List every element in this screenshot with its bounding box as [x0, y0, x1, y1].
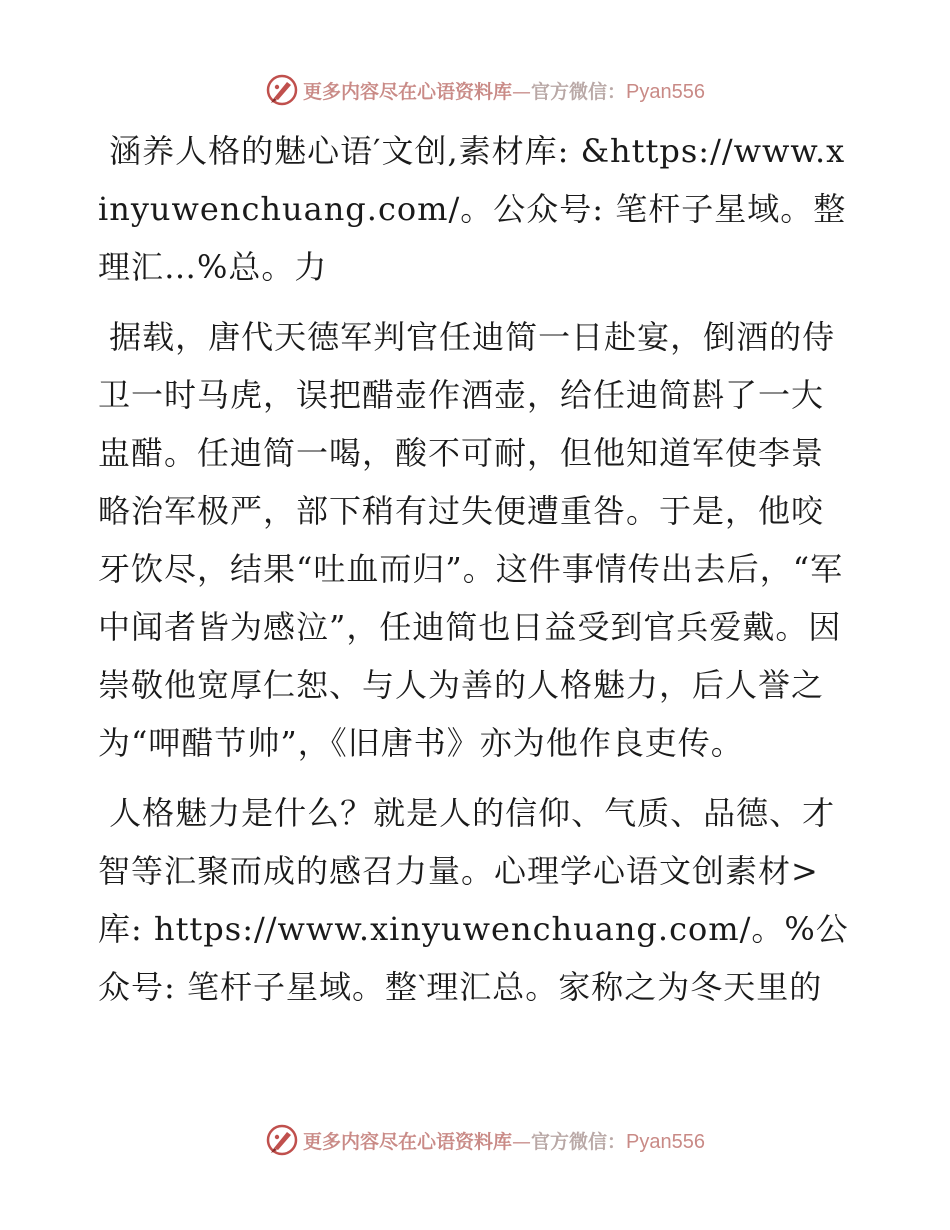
quill-logo-icon: [265, 73, 299, 107]
header-banner-slogan: 更多内容尽在心语资料库: [303, 80, 513, 103]
quill-logo-icon: [265, 1123, 299, 1157]
paragraph-story: 据载，唐代天德军判官任迪简一日赴宴，倒酒的侍卫一时马虎，误把醋壶作酒壶，给任迪简斟了一大盅醋。任迪简一喝，酸不可耐，但他知道军使李景略治军极严，部下稍有过失便遭重咎。于是，他咬牙饮尽，结果“吐血而归”。这件事情传出去后，“军中闻者皆为感泣”，任迪简也日益受到官兵爱戴。因崇敬他宽厚仁恕、与人为善的人格魅力，后人誉之为“呷醋节帅”，《旧唐书》亦为他作良吏传。: [98, 318, 844, 762]
footer-banner-inner: [265, 1123, 705, 1157]
header-banner-wechat-id: Pyan556: [626, 80, 705, 103]
footer-banner-dash: —: [512, 1130, 532, 1153]
paragraph-definition: 人格魅力是什么？就是人的信仰、气质、品德、才智等汇聚而成的感召力量。心理学心语文创素材>库: https://www.xinyuwenchuang.com/。%公众号: 笔杆子星域。整‵理汇总。家称之为冬天里的: [98, 794, 849, 1006]
header-banner-text: [303, 77, 705, 104]
header-banner-wechat-label: 官方微信：: [531, 80, 627, 103]
header-banner-dash: —: [512, 80, 532, 103]
paragraph-intro: 涵养人格的魅心语′文创,素材库: &https://www.xinyuwenchuang.com/。公众号: 笔杆子星域。整理汇…%总。力: [98, 132, 847, 286]
document-body: [98, 122, 854, 1028]
footer-banner: [0, 1122, 950, 1158]
footer-banner-wechat-id: Pyan556: [626, 1130, 705, 1153]
footer-banner-text: [303, 1127, 705, 1154]
header-banner: [0, 72, 950, 108]
footer-banner-slogan: 更多内容尽在心语资料库: [303, 1130, 513, 1153]
header-banner-inner: [265, 73, 705, 107]
footer-banner-wechat-label: 官方微信：: [531, 1130, 627, 1153]
